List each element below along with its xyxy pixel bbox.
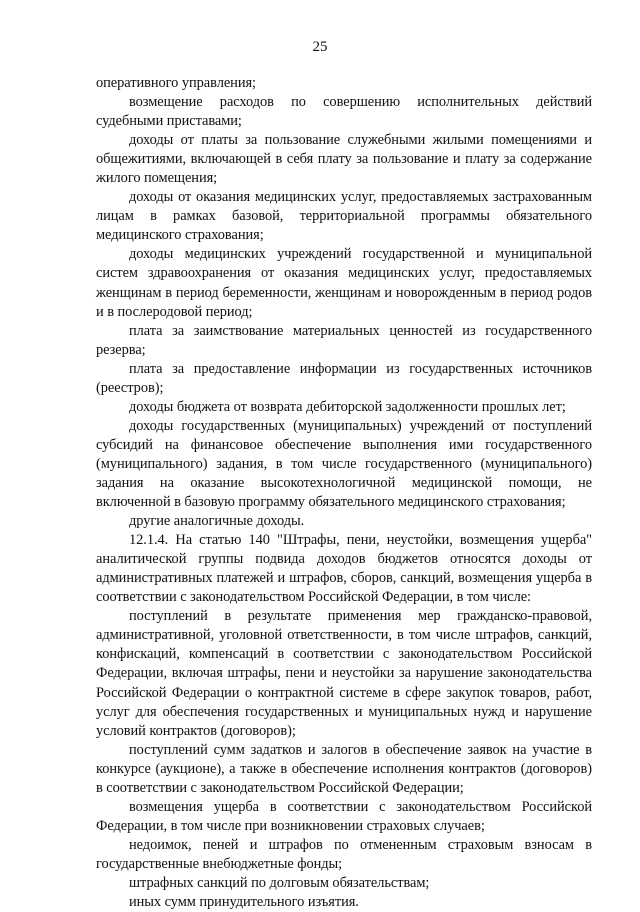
document-body — [96, 74, 592, 912]
paragraph: 12.1.4. На статью 140 "Штрафы, пени, неустойки, возмещения ущерба" аналитической группы подвида доходов бюджетов относятся доходы от административных платежей и штрафов, сборов, санкций, возмещения ущерба в соответствии с законодательством Российской Федерации, в том числе: — [96, 532, 592, 606]
paragraph: плата за заимствование материальных ценностей из государственного резерва; — [96, 322, 592, 358]
paragraph: оперативного управления; — [96, 75, 256, 91]
paragraph: доходы государственных (муниципальных) учреждений от поступлений субсидий на финансовое обеспечение выполнения ими государственного (муниципального) задания, в том числе государственного (муниципального) задания на оказание высокотехнологичной медицинской помощи, не включенной в базовую программу обязательного медицинского страхования; — [96, 417, 592, 511]
paragraph: доходы от платы за пользование служебными жилыми помещениями и общежитиями, включающей в себя плату за пользование и плату за содержание жилого помещения; — [96, 132, 592, 187]
paragraph: плата за предоставление информации из государственных источников (реестров); — [96, 360, 592, 396]
paragraph: доходы от оказания медицинских услуг, предоставляемых застрахованным лицам в рамках базовой, территориальной программы обязательного медицинского страхования; — [96, 189, 592, 244]
paragraph: доходы медицинских учреждений государственной и муниципальной систем здравоохранения от оказания медицинских услуг, предоставляемых женщинам в период беременности, женщинам и новорожденным в период родов и в послеродовой период; — [96, 246, 592, 320]
paragraph: недоимок, пеней и штрафов по отмененным страховым взносам в государственные внебюджетные фонды; — [96, 836, 592, 872]
paragraph: поступлений в результате применения мер гражданско-правовой, административной, уголовной ответственности, в том числе штрафов, санкций, конфискаций, компенсаций в соответствии с законодательством Российской Федерации, включая штрафы, пени и неустойки за нарушение законодательства Российской Федерации о контрактной системе в сфере закупок товаров, работ, услуг для обеспечения государственных и муниципальных нужд и нарушение условий контрактов (договоров); — [96, 608, 592, 739]
paragraph: поступлений сумм задатков и залогов в обеспечение заявок на участие в конкурсе (аукционе), а также в обеспечение исполнения контрактов (договоров) в соответствии с законодательством Российской Федерации; — [96, 741, 592, 796]
paragraph: штрафных санкций по долговым обязательствам; — [129, 874, 430, 891]
page-number: 25 — [312, 39, 328, 55]
paragraph: доходы бюджета от возврата дебиторской задолженности прошлых лет; — [129, 398, 566, 415]
paragraph: возмещение расходов по совершению исполнительных действий судебными приставами; — [96, 94, 592, 130]
paragraph: иных сумм принудительного изъятия. — [129, 894, 359, 911]
paragraph: возмещения ущерба в соответствии с законодательством Российской Федерации, в том числе при возникновении страховых случаев; — [96, 798, 592, 834]
paragraph: другие аналогичные доходы. — [129, 513, 305, 530]
